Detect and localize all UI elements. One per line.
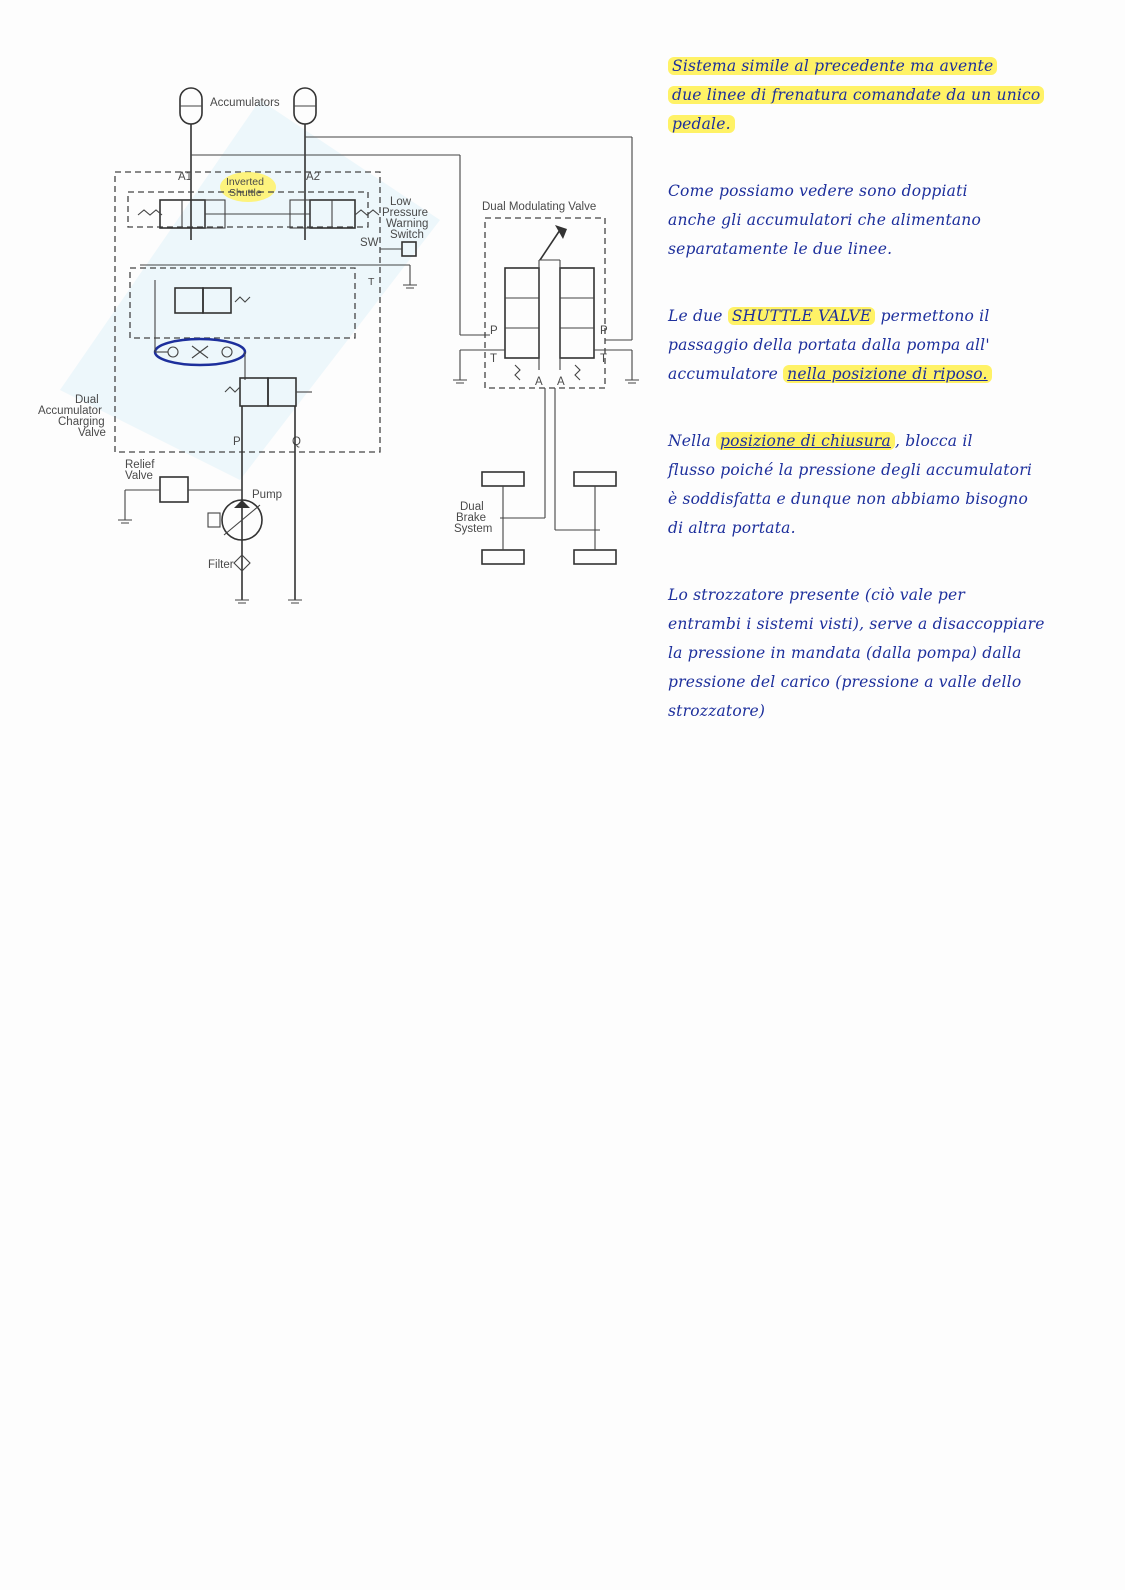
label-a-left: A bbox=[535, 376, 543, 388]
accumulator-2 bbox=[294, 88, 316, 124]
label-brake: Brake bbox=[456, 512, 487, 524]
note-3-line-1a: Le due bbox=[668, 307, 723, 325]
label-a-right: A bbox=[557, 376, 565, 388]
note-4-line-1a: Nella bbox=[668, 432, 711, 450]
note-4-line-4: di altra portata. bbox=[668, 519, 796, 537]
label-t-left: T bbox=[490, 353, 498, 365]
note-4-line-2: flusso poiché la pressione degli accumulatori bbox=[668, 461, 1032, 479]
label-switch: Switch bbox=[390, 229, 424, 241]
label-a1: A1 bbox=[178, 171, 193, 183]
relief-valve-icon bbox=[160, 477, 188, 502]
charging-valve-spool bbox=[225, 378, 296, 406]
note-paragraph-2 bbox=[668, 177, 1113, 264]
label-pressure: Pressure bbox=[382, 207, 429, 219]
note-2-line-3: separatamente le due linee. bbox=[668, 240, 893, 258]
note-3-line-2: passaggio della portata dalla pompa all' bbox=[668, 336, 990, 354]
note-2-line-1: Come possiamo vedere sono doppiati bbox=[668, 182, 968, 200]
note-3-line-3a: accumulatore bbox=[668, 365, 779, 383]
label-brake-dual: Dual bbox=[460, 501, 484, 513]
label-sw: SW bbox=[360, 237, 379, 249]
note-paragraph-3 bbox=[668, 302, 1113, 389]
label-accumulators: Accumulators bbox=[210, 97, 280, 109]
label-valve: Valve bbox=[78, 427, 106, 439]
note-4-closed-position: posizione di chiusura bbox=[716, 432, 895, 450]
brake-pedal-icon bbox=[540, 225, 567, 260]
note-1-line-1: Sistema simile al precedente ma avente bbox=[668, 57, 997, 75]
label-shuttle: Shuttle bbox=[229, 187, 262, 199]
handwritten-notes bbox=[668, 52, 1113, 764]
label-low: Low bbox=[390, 196, 412, 208]
pressure-switch-icon bbox=[402, 242, 416, 256]
note-5-line-5: strozzatore) bbox=[668, 702, 766, 720]
label-pump: Pump bbox=[252, 489, 283, 501]
note-3-shuttle-valve: SHUTTLE VALVE bbox=[728, 307, 876, 325]
label-p-right: P bbox=[600, 325, 608, 337]
note-paragraph-4 bbox=[668, 427, 1113, 543]
label-q: Q bbox=[292, 436, 301, 448]
label-t: T bbox=[368, 276, 375, 288]
note-paragraph-1 bbox=[668, 52, 1113, 139]
label-warning: Warning bbox=[386, 218, 429, 230]
note-5-line-1: Lo strozzatore presente (ciò vale per bbox=[668, 586, 965, 604]
label-t-right: T bbox=[600, 353, 608, 365]
label-relief-valve: Valve bbox=[125, 470, 153, 482]
note-3-rest-position: nella posizione di riposo. bbox=[783, 365, 992, 383]
brake-cylinder-right bbox=[574, 472, 616, 564]
label-inverted: Inverted bbox=[226, 176, 264, 188]
note-paragraph-5 bbox=[668, 581, 1113, 726]
label-filter: Filter bbox=[208, 559, 234, 571]
label-p: P bbox=[233, 436, 241, 448]
note-3-line-1b: permettono il bbox=[880, 307, 990, 325]
modulating-valve-left bbox=[505, 268, 539, 380]
label-dual: Dual bbox=[75, 394, 99, 406]
note-1-line-3: pedale. bbox=[668, 115, 735, 133]
note-5-line-2: entrambi i sistemi visti), serve a disaccoppiare bbox=[668, 615, 1045, 633]
hydraulic-circuit-diagram bbox=[20, 40, 660, 640]
label-a2: A2 bbox=[306, 171, 321, 183]
note-1-line-2: due linee di frenatura comandate da un unico bbox=[668, 86, 1044, 104]
note-2-line-2: anche gli accumulatori che alimentano bbox=[668, 211, 982, 229]
unloader-valve bbox=[175, 288, 250, 313]
label-charging: Charging bbox=[58, 416, 105, 428]
accumulator-1 bbox=[180, 88, 202, 124]
note-4-line-1b: , blocca il bbox=[894, 432, 973, 450]
note-4-line-3: è soddisfatta e dunque non abbiamo bisogno bbox=[668, 490, 1029, 508]
label-system: System bbox=[454, 523, 493, 535]
modulating-valve-right bbox=[560, 268, 594, 380]
label-p-left: P bbox=[490, 325, 498, 337]
label-accumulator: Accumulator bbox=[38, 405, 102, 417]
shuttle-valve-left bbox=[138, 200, 205, 228]
motor-icon bbox=[208, 513, 220, 527]
note-5-line-3: la pressione in mandata (dalla pompa) dalla bbox=[668, 644, 1022, 662]
note-5-line-4: pressione del carico (pressione a valle dello bbox=[668, 673, 1022, 691]
label-relief: Relief bbox=[125, 459, 155, 471]
label-dual-modulating-valve: Dual Modulating Valve bbox=[482, 201, 597, 213]
